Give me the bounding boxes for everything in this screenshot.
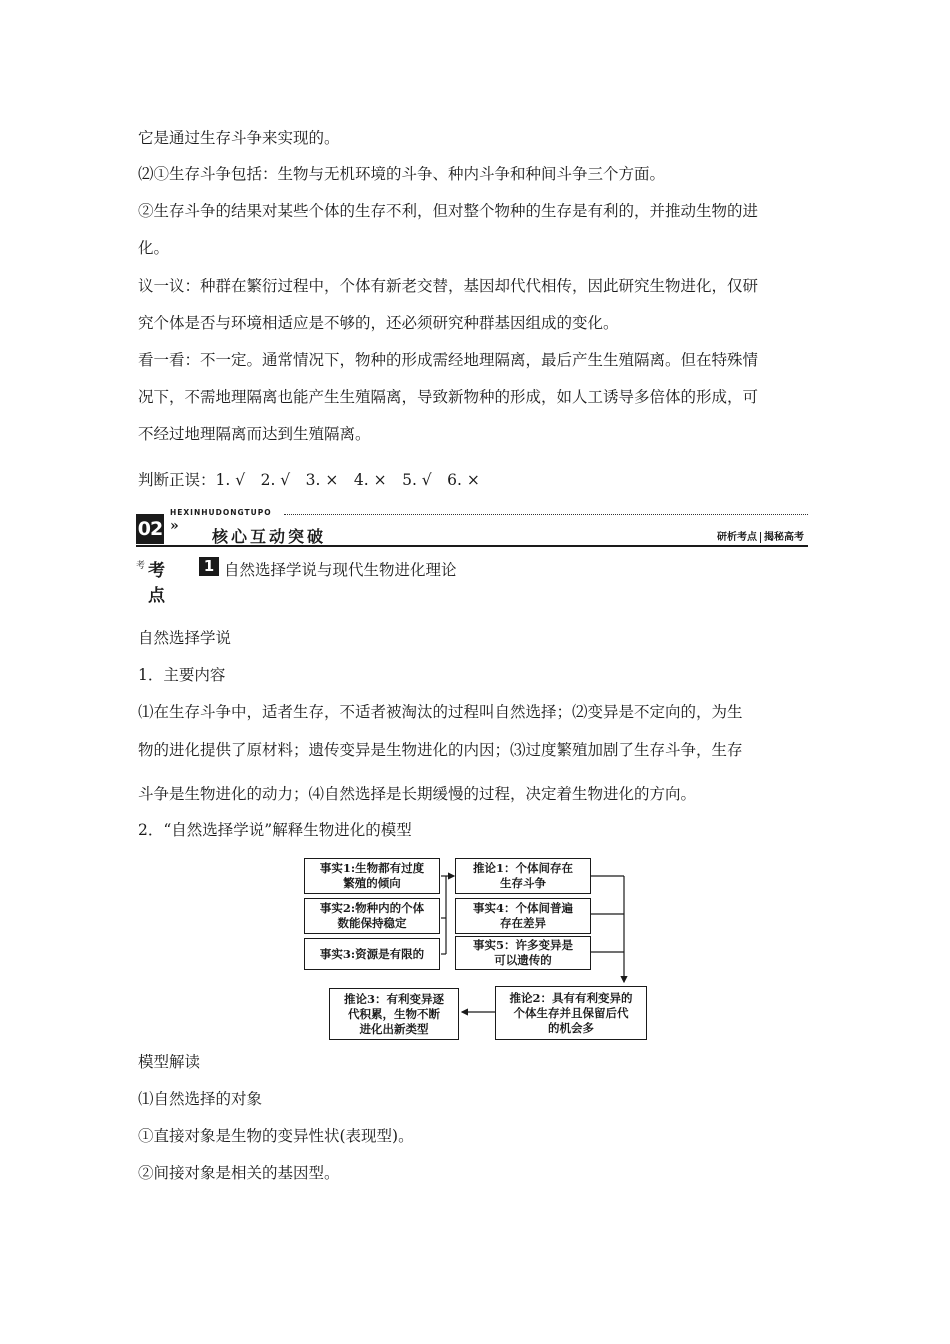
list-item: 2．“自然选择学说”解释生物进化的模型	[138, 821, 412, 839]
kaodian-small-mark: 考	[136, 561, 146, 571]
paragraph-line: 况下，不需地理隔离也能产生生殖隔离，导致新物种的形成，如人工诱导多倍体的形成，可	[138, 388, 759, 406]
paragraph-line: 看一看：不一定。通常情况下，物种的形成需经地理隔离，最后产生生殖隔离。但在特殊情	[138, 351, 759, 369]
paragraph-line: 究个体是否与环境相适应是不够的，还必须研究种群基因组成的变化。	[138, 314, 619, 332]
paragraph-line: 物的进化提供了原材料；遗传变异是生物进化的内因；⑶过度繁殖加剧了生存斗争，生存	[138, 741, 743, 759]
list-item: 1．主要内容	[138, 666, 226, 684]
evolution-model-diagram	[302, 852, 652, 1042]
divider	[760, 532, 761, 543]
paragraph-line: ⑴自然选择的对象	[138, 1090, 263, 1108]
inference-3-box: 推论3：有利变异逐 代积累，生物不断 进化出新类型	[329, 988, 459, 1040]
fact-2-box: 事实2:物种内的个体 数能保持稳定	[304, 898, 440, 934]
banner-number: 02	[136, 514, 164, 544]
paragraph-line: ⑵①生存斗争包括：生物与无机环境的斗争、种内斗争和种间斗争三个方面。	[138, 165, 666, 183]
paragraph-line: 议一议：种群在繁衍过程中，个体有新老交替，基因却代代相传，因此研究生物进化，仅研	[138, 277, 759, 295]
paragraph-line: ①直接对象是生物的变异性状(表现型)。	[138, 1127, 414, 1145]
inference-1-box: 推论1：个体间存在 生存斗争	[455, 858, 591, 894]
paragraph-line: 不经过地理隔离而达到生殖隔离。	[138, 425, 371, 443]
fact-3-box: 事实3:资源是有限的	[304, 938, 440, 970]
section-heading: 模型解读	[138, 1053, 201, 1071]
paragraph-line: ②间接对象是相关的基因型。	[138, 1164, 340, 1182]
paragraph-line: 斗争是生物进化的动力；⑷自然选择是长期缓慢的过程，决定着生物进化的方向。	[138, 785, 697, 803]
fact-1-box: 事实1:生物都有过度 繁殖的倾向	[304, 858, 440, 894]
section-banner	[136, 508, 808, 548]
banner-title: 核心互动突破	[212, 527, 327, 546]
paragraph-line: 它是通过生存斗争来实现的。	[138, 129, 340, 147]
banner-subtitle	[717, 528, 804, 543]
section-heading: 自然选择学说	[138, 629, 232, 647]
banner-rule	[136, 545, 808, 547]
banner-pinyin: HEXINHUDONGTUPO	[170, 508, 272, 517]
banner-dotted-rule	[284, 514, 808, 515]
paragraph-line: 化。	[138, 239, 170, 257]
kaodian-label: 考点	[148, 561, 165, 606]
paragraph-line: ②生存斗争的结果对某些个体的生存不利，但对整个物种的生存是有利的，并推动生物的进	[138, 202, 759, 220]
fact-4-box: 事实4：个体间普遍 存在差异	[455, 898, 591, 934]
kaodian-number: 1	[199, 557, 219, 576]
inference-2-box: 推论2：具有有利变异的 个体生存并且保留后代 的机会多	[495, 986, 647, 1040]
fact-5-box: 事实5：许多变异是 可以遗传的	[455, 936, 591, 970]
kaodian-title: 自然选择学说与现代生物进化理论	[224, 561, 457, 579]
banner-subtitle-a: 研析考点	[717, 532, 757, 543]
chevron-right-icon: »	[170, 518, 179, 534]
judgement-line: 判断正误：1. √ 2. √ 3. × 4. × 5. √ 6. ×	[138, 471, 480, 489]
banner-subtitle-b: 揭秘高考	[764, 532, 804, 543]
paragraph-line: ⑴在生存斗争中，适者生存，不适者被淘汰的过程叫自然选择；⑵变异是不定向的，为生	[138, 703, 743, 721]
